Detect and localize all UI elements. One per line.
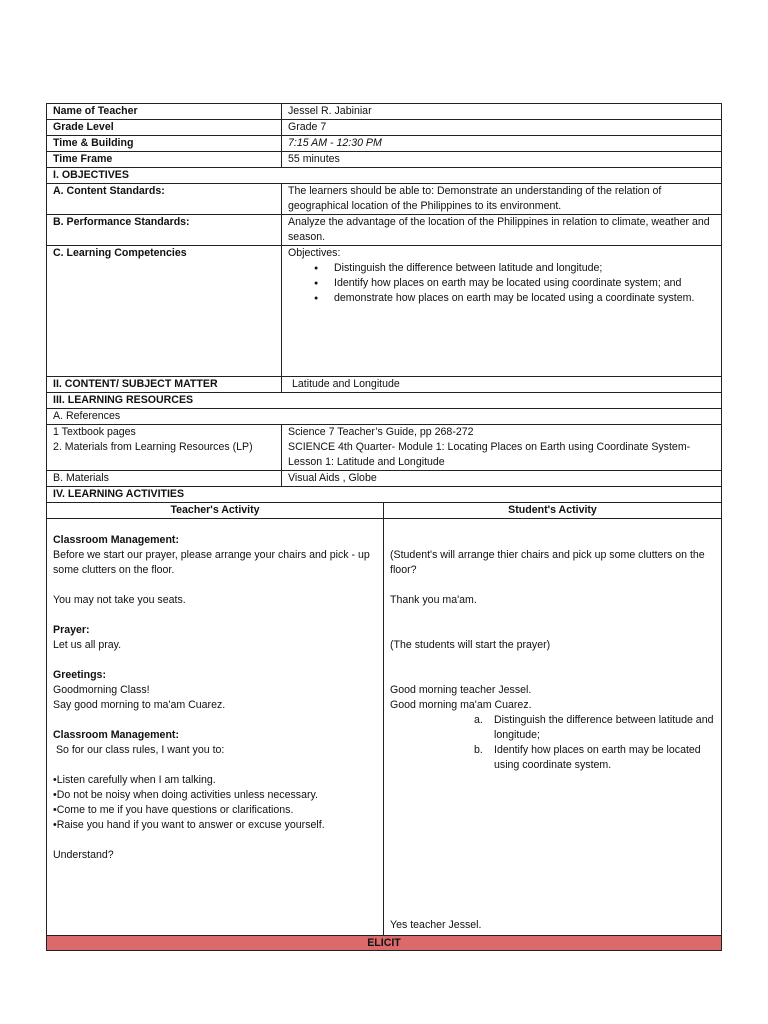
competencies-cell — [282, 246, 722, 377]
content-standards-label: A. Content Standards: — [47, 184, 282, 215]
grade-label: Grade Level — [47, 120, 282, 136]
teacher-label: Name of Teacher — [47, 104, 282, 120]
objectives-intro: Objectives: — [288, 247, 341, 259]
student-greeting: Good morning ma'am Cuarez. — [390, 699, 532, 711]
materials-value: Visual Aids , Globe — [282, 471, 722, 487]
student-greeting: Good morning teacher Jessel. — [390, 684, 532, 696]
seat-text: You may not take you seats. — [53, 594, 186, 606]
understand-text: Understand? — [53, 849, 114, 861]
rule-item: •Listen carefully when I am talking. — [53, 774, 216, 786]
resources-heading: III. LEARNING RESOURCES — [47, 393, 722, 409]
objective-item: ● Distinguish the difference between latitude and longitude; — [316, 261, 715, 276]
textbook-label: 1 Textbook pages — [53, 426, 136, 438]
performance-standards-label: B. Performance Standards: — [47, 215, 282, 246]
time-value: 7:15 AM - 12:30 PM — [282, 136, 722, 152]
student-final-answer: Yes teacher Jessel. — [390, 919, 482, 931]
student-objective-item: b. Identify how places on earth may be located using coordinate system. — [474, 744, 701, 771]
rule-item: •Raise you hand if you want to answer or excuse yourself. — [53, 819, 325, 831]
rule-item: •Come to me if you have questions or clarifications. — [53, 804, 294, 816]
student-activity — [384, 519, 722, 936]
frame-label: Time Frame — [47, 152, 282, 168]
grade-value: Grade 7 — [282, 120, 722, 136]
references-heading: A. References — [47, 409, 722, 425]
content-value: Latitude and Longitude — [282, 377, 722, 393]
student-objectives-list — [390, 713, 715, 773]
resources-labels — [47, 425, 282, 471]
classroom-management-text: Before we start our prayer, please arrange your chairs and pick - up some clutters on the floor. — [53, 549, 370, 576]
content-label: II. CONTENT/ SUBJECT MATTER — [47, 377, 282, 393]
rule-item: •Do not be noisy when doing activities unless necessary. — [53, 789, 318, 801]
prayer-text: Let us all pray. — [53, 639, 122, 651]
teacher-activity — [47, 519, 384, 936]
content-standards-value: The learners should be able to: Demonstrate an understanding of the relation of geographical location of the Philippines to its environment. — [282, 184, 722, 215]
performance-standards-value: Analyze the advantage of the location of the Philippines in relation to climate, weather and season. — [282, 215, 722, 246]
classroom-management-title: Classroom Management: — [53, 534, 179, 546]
classroom-management-title: Classroom Management: — [53, 729, 179, 741]
materials-label: B. Materials — [47, 471, 282, 487]
elicit-banner: ELICIT — [47, 936, 722, 951]
prayer-title: Prayer: — [53, 624, 90, 636]
student-activity-header: Student's Activity — [384, 503, 722, 519]
teacher-value: Jessel R. Jabiniar — [282, 104, 722, 120]
greeting-line: Goodmorning Class! — [53, 684, 150, 696]
objectives-list — [288, 261, 715, 306]
student-prayer-text: (The students will start the prayer) — [390, 639, 551, 651]
competencies-label: C. Learning Competencies — [47, 246, 282, 377]
teacher-activity-header: Teacher's Activity — [47, 503, 384, 519]
student-objective-item: a. Distinguish the difference between latitude and longitude; — [474, 714, 714, 741]
objective-item: ● Identify how places on earth may be located using coordinate system; and — [316, 276, 715, 291]
objective-item: ● demonstrate how places on earth may be located using a coordinate system. — [316, 291, 715, 306]
lesson-plan-table — [46, 103, 722, 503]
objectives-heading: I. OBJECTIVES — [47, 168, 722, 184]
materials-lp-label: 2. Materials from Learning Resources (LP) — [53, 441, 253, 453]
frame-value: 55 minutes — [282, 152, 722, 168]
greetings-title: Greetings: — [53, 669, 106, 681]
student-arrange-text: (Student's will arrange thier chairs and pick up some clutters on the floor? — [390, 549, 705, 576]
activities-table — [46, 502, 722, 951]
class-rules-intro: So for our class rules, I want you to: — [53, 744, 225, 756]
textbook-value: Science 7 Teacher’s Guide, pp 268-272 — [288, 426, 474, 438]
greeting-line: Say good morning to ma'am Cuarez. — [53, 699, 226, 711]
time-label: Time & Building — [47, 136, 282, 152]
resources-values — [282, 425, 722, 471]
lesson-plan — [46, 103, 722, 951]
activities-heading: IV. LEARNING ACTIVITIES — [47, 487, 722, 503]
student-thanks-text: Thank you ma'am. — [390, 594, 477, 606]
materials-lp-value: SCIENCE 4th Quarter- Module 1: Locating Places on Earth using Coordinate System- Lesson 1: Latitude and Longitude — [288, 441, 691, 468]
